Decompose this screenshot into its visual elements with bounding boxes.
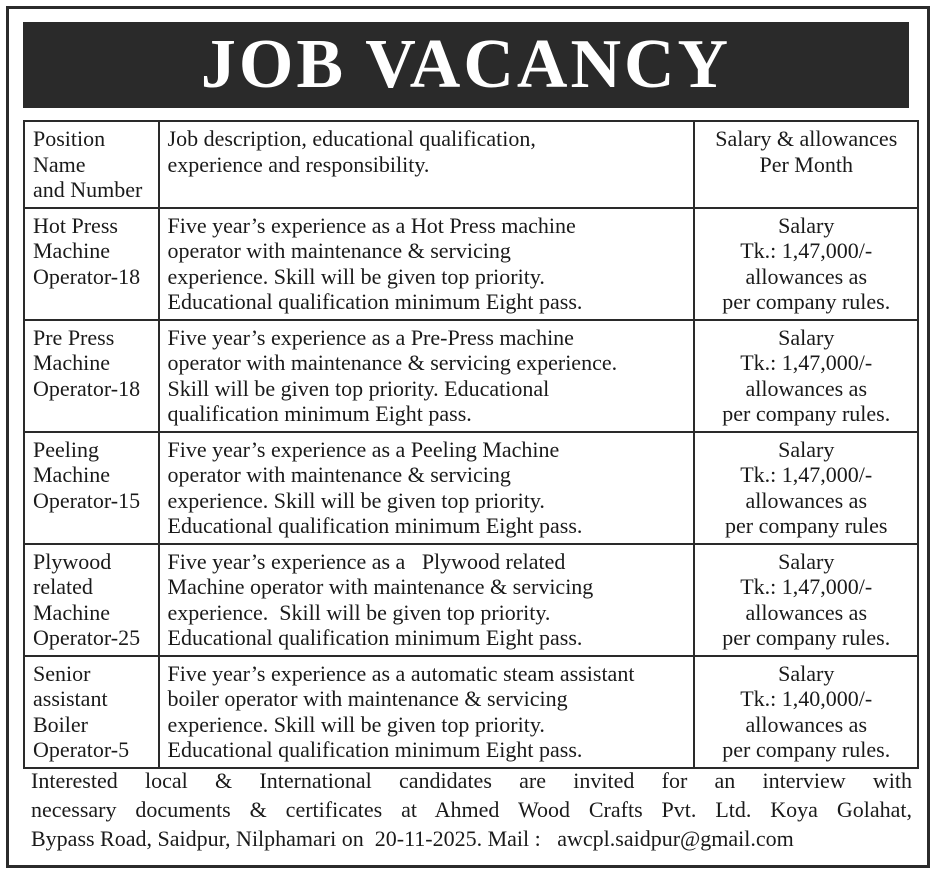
vacancy-table [23, 120, 919, 769]
header-description: Job description, educational qualification, experience and responsibility. [159, 121, 695, 208]
description-cell: Five year’s experience as a Pre-Press machine operator with maintenance & servicing experience. Skill will be given top priority. Educational qualification minimum Eight pass. [159, 320, 695, 432]
salary-cell: Salary Tk.: 1,47,000/- allowances as per company rules. [694, 208, 918, 320]
instructions-line: Bypass Road, Saidpur, Nilphamari on 20-11-2025. Mail : awcpl.saidpur@gmail.com [31, 826, 794, 851]
salary-cell: Salary Tk.: 1,47,000/- allowances as per company rules [694, 432, 918, 544]
application-instructions [31, 766, 912, 853]
description-cell: Five year’s experience as a Peeling Machine operator with maintenance & servicing experience. Skill will be given top priority. Educational qualification minimum Eight pass. [159, 432, 695, 544]
instructions-line: necessary documents & certificates at Ahmed Wood Crafts Pvt. Ltd. Koya Golahat, [31, 797, 912, 822]
description-cell: Five year’s experience as a Plywood related Machine operator with maintenance & servicing experience. Skill will be given top priority. Educational qualification minimum Eight pass. [159, 544, 695, 656]
description-cell: Five year’s experience as a Hot Press machine operator with maintenance & servicing experience. Skill will be given top priority. Educational qualification minimum Eight pass. [159, 208, 695, 320]
salary-cell: Salary Tk.: 1,47,000/- allowances as per company rules. [694, 544, 918, 656]
position-cell: Hot Press Machine Operator-18 [24, 208, 159, 320]
description-cell: Five year’s experience as a automatic steam assistant boiler operator with maintenance & servicing experience. Skill will be given top priority. Educational qualification minimum Eight pass. [159, 656, 695, 768]
position-cell: Plywood related Machine Operator-25 [24, 544, 159, 656]
table-row [24, 656, 918, 768]
table-row [24, 544, 918, 656]
position-cell: Pre Press Machine Operator-18 [24, 320, 159, 432]
position-cell: Peeling Machine Operator-15 [24, 432, 159, 544]
salary-cell: Salary Tk.: 1,40,000/- allowances as per company rules. [694, 656, 918, 768]
position-cell: Senior assistant Boiler Operator-5 [24, 656, 159, 768]
table-row [24, 208, 918, 320]
page-title: JOB VACANCY [23, 22, 909, 108]
table-header-row [24, 121, 918, 208]
table-row [24, 432, 918, 544]
table-row [24, 320, 918, 432]
instructions-line: Interested local & International candidates are invited for an interview with [31, 768, 912, 793]
salary-cell: Salary Tk.: 1,47,000/- allowances as per company rules. [694, 320, 918, 432]
header-position: Position Name and Number [24, 121, 159, 208]
header-salary: Salary & allowances Per Month [694, 121, 918, 208]
